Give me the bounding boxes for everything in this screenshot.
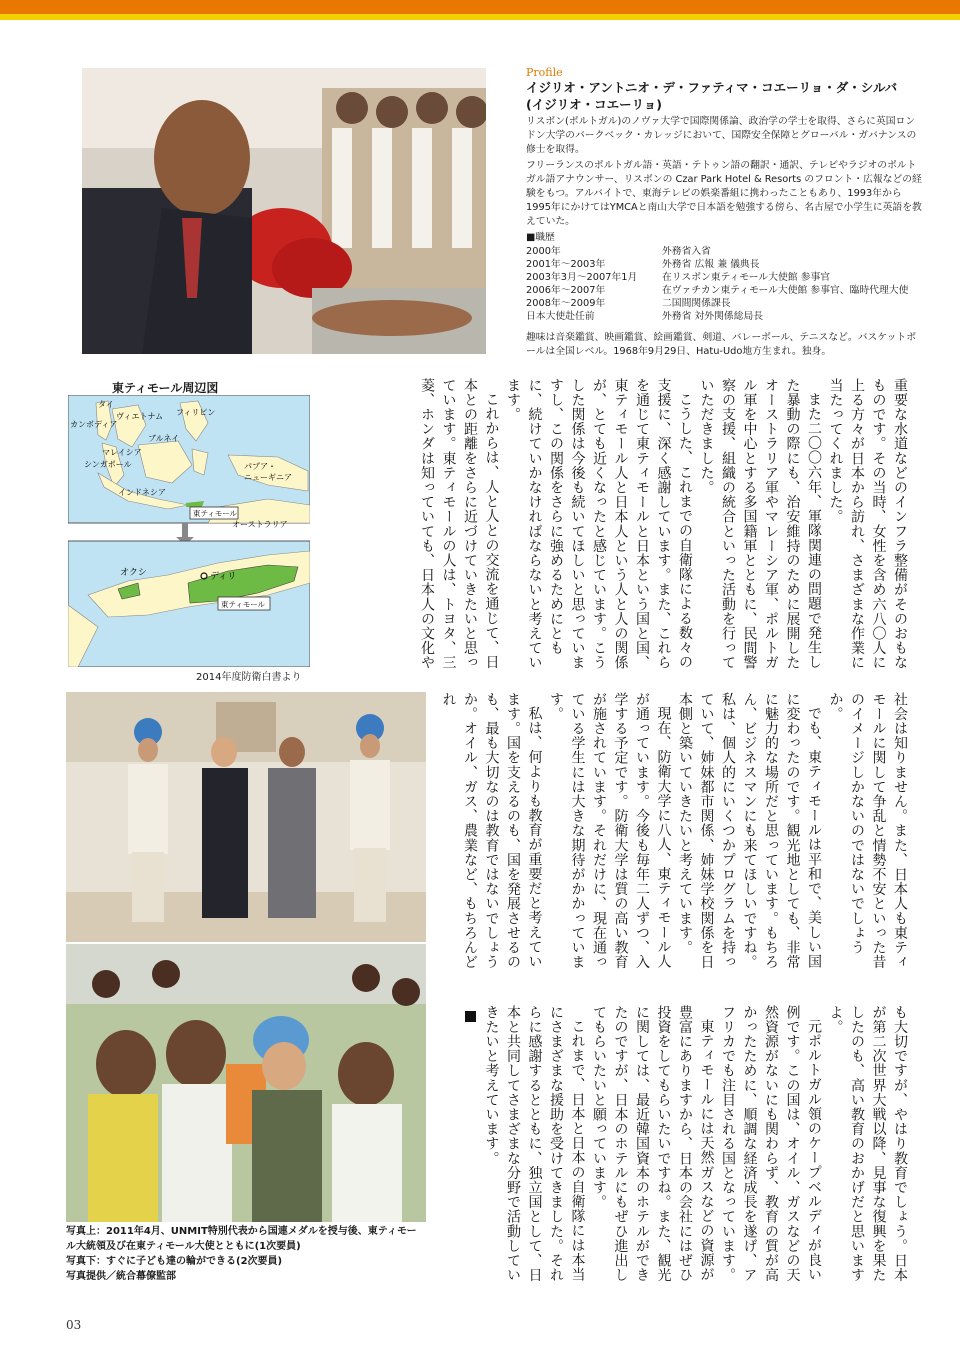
group-photo — [66, 692, 426, 942]
article-column-1 — [419, 378, 910, 670]
region-map-svg — [68, 395, 310, 667]
article-column-2 — [440, 692, 910, 980]
photo-caption — [66, 1224, 426, 1284]
map-label-timor-detail: 東ティモール — [221, 600, 265, 609]
map-label-indonesia: インドネシア — [118, 488, 166, 497]
map-title: 東ティモール周辺図 — [112, 381, 219, 395]
career-year: 2001年〜2003年 — [526, 259, 606, 270]
career-year: 2008年〜2009年 — [526, 298, 606, 309]
map-label-oecusse: オクシ — [120, 568, 147, 578]
map-label-singapore: シンガポール — [84, 460, 132, 469]
children-photo — [66, 944, 426, 1222]
article-c2-p3: 現在、防衛大学に八人、東ティモール人が通っています。今後も毎年二人ずつ、入学する予定です。防衛大学は質の高い教育が施されています。それだけに、現在通っている学生には大きな期待がかかっています。 — [548, 692, 672, 970]
map-label-png-2: ニューギニア — [244, 473, 292, 482]
ambassador-photo — [82, 68, 486, 354]
article-column-3 — [444, 1005, 910, 1293]
article-c1-p2: また二〇〇六年、軍隊関連の問題で発生した暴動の際にも、治安維持のために展開したオーストラリア軍やマレーシア軍、ポルトガル軍を中心とする多国籍軍とともに、民間警察の支援、組織の統合といった活動を行っていただきました。 — [698, 378, 822, 670]
career-role: 二国間関係課長 — [662, 298, 731, 309]
map-label-dili: ディリ — [210, 572, 237, 582]
profile-name: イジリオ・アントニオ・デ・ファティマ・コエーリョ・ダ・シルバ — [526, 80, 898, 95]
career-role: 外務省 対外関係総局長 — [662, 311, 764, 322]
article-c2-p4: 私は、何よりも教育が重要だと考えています。国を支えるのも、国を発展させるのも、最も大切なのは教育ではないでしょうか。オイル、ガス、農業など、もちろんどれ — [440, 692, 543, 970]
article-c3-p3: 東ティモールには天然ガスなどの資源が豊富にありますから、日本の会社にはぜひ投資をしてもらいたいですね。また、観光に関しては、最近韓国資本のホテルができたのですが、日本のホテルにもぜひ進出してもらいたいと願っています。 — [591, 1005, 715, 1283]
map-label-vietnam: ヴィエトナム — [116, 412, 164, 421]
career-year: 2003年3月〜2007年1月 — [526, 272, 638, 283]
profile-bio-experience: フリーランスのポルトガル語・英語・テトゥン語の翻訳・通訳、テレビやラジオのポルトガル語アナウンサー、リスボンの Czar Park Hotel & Resorts のフロント・広報などの経験をもつ。アルバイトで、東海テレビの娯楽番組に携わったこともあり、1993年から1995年にかけてはYMCAと南山大学で日本語を勉強する傍ら、名古屋で小学生に英語を教えていた。 — [526, 160, 922, 227]
career-list — [526, 245, 922, 323]
article-c1-p1: 重要な水道などのインフラ整備がそのおもなものです。その当時、女性を含め六八〇人に上る方々が日本から訪れ、さまざまな作業に当たってくれました。 — [827, 378, 908, 670]
career-year: 2006年〜2007年 — [526, 285, 606, 296]
map-label-timor: 東ティモール — [193, 509, 237, 518]
profile-label: Profile — [526, 66, 563, 79]
map-label-australia: オーストラリア — [232, 520, 288, 529]
article-c1-p4: これからは、人と人との交流を通じて、日本との距離をさらに近づけていきたいと思っています。東ティモールの人は、トヨタ、三菱、ホンダは知っていても、日本人の文化や — [419, 378, 500, 670]
map-label-cambodia: カンボディア — [70, 420, 118, 429]
region-map — [68, 395, 310, 667]
article-c2-p2: でも、東ティモールは平和で、美しい国に変わったのです。観光地としても、非常に魅力的な場所だと思っています。もちろん、ビジネスマンにも来てほしいですね。私は、個人的にいくつかプログラムを持っていて、姉妹都市関係、姉妹学校関係を日本側と築いていきたいと考えています。 — [677, 692, 822, 970]
map-label-thailand: タイ — [98, 400, 114, 409]
profile-bio-education: リスボン(ポルトガル)のノヴァ大学で国際関係論、政治学の学士を取得、さらに英国ロンドン大学のバークベック・カレッジにおいて、国際安全保障とグローバル・ガバナンスの修士を取得。 — [526, 116, 917, 155]
map-label-brunei: ブルネイ — [148, 434, 180, 443]
page-number: 03 — [66, 1318, 82, 1332]
map-label-philippines: フィリピン — [176, 408, 216, 417]
map-label-malaysia: マレイシア — [102, 448, 142, 457]
article-c1-p3: こうした、これまでの自衛隊による数々の支援に、深く感謝しています。また、これらを通じて東ティモールと日本という国と国、東ティモール人と日本人という人と人の関係が、とても近くなったと感じています。こうした関係は今後も続いてほしいと思っていますし、この関係をさらに強めるためにともに、続けていかなければならないと考えています。 — [505, 378, 693, 670]
photo-caption-lower: 写真下：すぐに子ども達の輪ができる(2次要員) — [66, 1256, 283, 1267]
photo-caption-upper: 写真上：2011年4月、UNMIT特別代表から国連メダルを授与後、東ティモール大統領及び在東ティモール大使とともに(1次要員) — [66, 1226, 417, 1252]
career-year: 2000年 — [526, 246, 561, 257]
end-mark — [465, 1011, 476, 1022]
article-c3-p4: これまで、日本と日本の自衛隊には本当にさまざまな援助を受けてきました。それらに感謝するとともに、独立国として、日本と共同してさまざまな分野で活動していきたいと考えています。 — [483, 1005, 586, 1283]
header-band-accent — [0, 14, 960, 20]
map-caption: 2014年度防衛白書より — [196, 672, 302, 683]
career-role: 外務省 広報 兼 儀典長 — [662, 259, 760, 270]
career-role: 在ヴァチカン東ティモール大使館 参事官、臨時代理大使 — [662, 285, 909, 296]
profile-hobby: 趣味は音楽鑑賞、映画鑑賞、絵画鑑賞、剣道、バレーボール、テニスなど。バスケットボールは全国レベル。1968年9月29日、Hatu-Udo地方生まれ。独身。 — [526, 332, 917, 357]
article-c3-p1: も大切ですが、やはり教育でしょう。日本が第二次世界大戦以降、見事な復興を果たしたのも、高い教育のおかげだと思いますよ。 — [827, 1005, 908, 1283]
map-label-png: パプア・ — [244, 462, 276, 471]
career-role: 在リスボン東ティモール大使館 参事官 — [662, 272, 831, 283]
career-role: 外務省入省 — [662, 246, 711, 257]
career-year: 日本大使赴任前 — [526, 311, 595, 322]
profile-block — [526, 66, 922, 359]
article-c3-p2: 元ポルトガル領のケープベルディが良い例です。この国は、オイル、ガスなどの天然資源がないにも関わらず、教育の質が高かったために、順調な経済成長を遂げ、アフリカでも注目される国となっています。 — [720, 1005, 822, 1283]
career-heading: ■職歴 — [526, 232, 555, 243]
profile-short-name: (イジリオ・コエーリョ) — [526, 97, 662, 112]
article-c2-p1: 社会は知りません。また、日本人も東ティモールに関して争乱と情勢不安といった昔のイメージしかないのではないでしょうか。 — [827, 692, 908, 970]
header-band — [0, 0, 960, 14]
photo-credit: 写真提供／統合幕僚監部 — [66, 1271, 176, 1282]
